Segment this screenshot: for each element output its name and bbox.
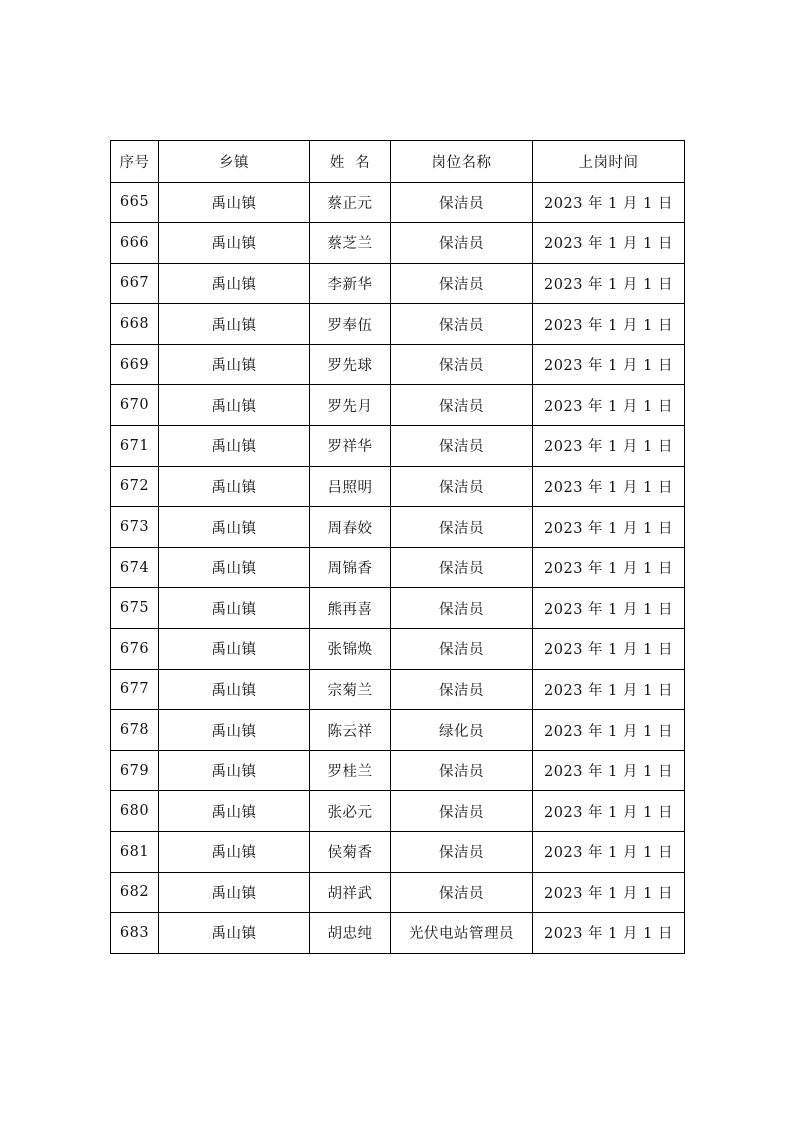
table-header bbox=[111, 141, 685, 183]
cell-position: 保洁员 bbox=[391, 263, 533, 304]
table-row bbox=[111, 913, 685, 954]
table-body bbox=[111, 182, 685, 953]
table-row bbox=[111, 710, 685, 751]
cell-town: 禹山镇 bbox=[159, 669, 310, 710]
table-row bbox=[111, 426, 685, 467]
cell-town: 禹山镇 bbox=[159, 304, 310, 345]
cell-town: 禹山镇 bbox=[159, 507, 310, 548]
cell-start-date: 2023 年 1 月 1 日 bbox=[533, 507, 685, 548]
cell-name: 周锦香 bbox=[310, 547, 391, 588]
cell-start-date: 2023 年 1 月 1 日 bbox=[533, 791, 685, 832]
cell-town: 禹山镇 bbox=[159, 223, 310, 264]
cell-name: 罗祥华 bbox=[310, 426, 391, 467]
cell-start-date: 2023 年 1 月 1 日 bbox=[533, 872, 685, 913]
cell-start-date: 2023 年 1 月 1 日 bbox=[533, 913, 685, 954]
cell-start-date: 2023 年 1 月 1 日 bbox=[533, 466, 685, 507]
cell-position: 保洁员 bbox=[391, 872, 533, 913]
table-row bbox=[111, 385, 685, 426]
cell-town: 禹山镇 bbox=[159, 629, 310, 670]
table-row bbox=[111, 791, 685, 832]
cell-index: 674 bbox=[111, 547, 159, 588]
cell-index: 675 bbox=[111, 588, 159, 629]
cell-start-date: 2023 年 1 月 1 日 bbox=[533, 344, 685, 385]
cell-town: 禹山镇 bbox=[159, 913, 310, 954]
cell-town: 禹山镇 bbox=[159, 466, 310, 507]
cell-town: 禹山镇 bbox=[159, 385, 310, 426]
cell-start-date: 2023 年 1 月 1 日 bbox=[533, 710, 685, 751]
personnel-table bbox=[110, 140, 685, 954]
table-row bbox=[111, 466, 685, 507]
cell-start-date: 2023 年 1 月 1 日 bbox=[533, 223, 685, 264]
cell-index: 670 bbox=[111, 385, 159, 426]
table-row bbox=[111, 507, 685, 548]
cell-start-date: 2023 年 1 月 1 日 bbox=[533, 832, 685, 873]
cell-start-date: 2023 年 1 月 1 日 bbox=[533, 304, 685, 345]
cell-position: 光伏电站管理员 bbox=[391, 913, 533, 954]
cell-index: 679 bbox=[111, 750, 159, 791]
cell-position: 保洁员 bbox=[391, 223, 533, 264]
cell-start-date: 2023 年 1 月 1 日 bbox=[533, 263, 685, 304]
cell-town: 禹山镇 bbox=[159, 710, 310, 751]
cell-start-date: 2023 年 1 月 1 日 bbox=[533, 385, 685, 426]
cell-position: 绿化员 bbox=[391, 710, 533, 751]
cell-position: 保洁员 bbox=[391, 385, 533, 426]
cell-start-date: 2023 年 1 月 1 日 bbox=[533, 182, 685, 223]
cell-town: 禹山镇 bbox=[159, 832, 310, 873]
cell-start-date: 2023 年 1 月 1 日 bbox=[533, 629, 685, 670]
table-row bbox=[111, 629, 685, 670]
cell-name: 蔡芝兰 bbox=[310, 223, 391, 264]
header-index: 序号 bbox=[111, 141, 159, 183]
table-row bbox=[111, 182, 685, 223]
cell-index: 678 bbox=[111, 710, 159, 751]
cell-name: 胡祥武 bbox=[310, 872, 391, 913]
table-row bbox=[111, 263, 685, 304]
cell-name: 张必元 bbox=[310, 791, 391, 832]
cell-position: 保洁员 bbox=[391, 750, 533, 791]
table-row bbox=[111, 223, 685, 264]
cell-town: 禹山镇 bbox=[159, 547, 310, 588]
cell-name: 周春姣 bbox=[310, 507, 391, 548]
cell-town: 禹山镇 bbox=[159, 263, 310, 304]
cell-index: 672 bbox=[111, 466, 159, 507]
cell-name: 李新华 bbox=[310, 263, 391, 304]
cell-index: 680 bbox=[111, 791, 159, 832]
cell-name: 宗菊兰 bbox=[310, 669, 391, 710]
cell-index: 671 bbox=[111, 426, 159, 467]
cell-index: 668 bbox=[111, 304, 159, 345]
cell-name: 罗先月 bbox=[310, 385, 391, 426]
cell-index: 677 bbox=[111, 669, 159, 710]
cell-index: 667 bbox=[111, 263, 159, 304]
cell-start-date: 2023 年 1 月 1 日 bbox=[533, 750, 685, 791]
cell-index: 676 bbox=[111, 629, 159, 670]
header-position: 岗位名称 bbox=[391, 141, 533, 183]
cell-position: 保洁员 bbox=[391, 588, 533, 629]
cell-start-date: 2023 年 1 月 1 日 bbox=[533, 547, 685, 588]
cell-name: 罗桂兰 bbox=[310, 750, 391, 791]
cell-town: 禹山镇 bbox=[159, 344, 310, 385]
cell-position: 保洁员 bbox=[391, 304, 533, 345]
cell-index: 669 bbox=[111, 344, 159, 385]
table-row bbox=[111, 750, 685, 791]
cell-town: 禹山镇 bbox=[159, 791, 310, 832]
cell-town: 禹山镇 bbox=[159, 750, 310, 791]
table-row bbox=[111, 669, 685, 710]
cell-index: 673 bbox=[111, 507, 159, 548]
cell-town: 禹山镇 bbox=[159, 182, 310, 223]
header-town: 乡镇 bbox=[159, 141, 310, 183]
cell-start-date: 2023 年 1 月 1 日 bbox=[533, 669, 685, 710]
table-row bbox=[111, 832, 685, 873]
cell-name: 胡忠纯 bbox=[310, 913, 391, 954]
cell-position: 保洁员 bbox=[391, 426, 533, 467]
cell-start-date: 2023 年 1 月 1 日 bbox=[533, 426, 685, 467]
table-row bbox=[111, 304, 685, 345]
cell-name: 张锦焕 bbox=[310, 629, 391, 670]
header-row bbox=[111, 141, 685, 183]
table-row bbox=[111, 872, 685, 913]
cell-position: 保洁员 bbox=[391, 344, 533, 385]
cell-index: 665 bbox=[111, 182, 159, 223]
cell-town: 禹山镇 bbox=[159, 426, 310, 467]
cell-position: 保洁员 bbox=[391, 182, 533, 223]
table-row bbox=[111, 588, 685, 629]
cell-index: 681 bbox=[111, 832, 159, 873]
cell-position: 保洁员 bbox=[391, 629, 533, 670]
cell-name: 熊再喜 bbox=[310, 588, 391, 629]
cell-name: 罗奉伍 bbox=[310, 304, 391, 345]
cell-index: 682 bbox=[111, 872, 159, 913]
cell-name: 侯菊香 bbox=[310, 832, 391, 873]
cell-name: 陈云祥 bbox=[310, 710, 391, 751]
header-name: 姓 名 bbox=[310, 141, 391, 183]
cell-town: 禹山镇 bbox=[159, 588, 310, 629]
cell-position: 保洁员 bbox=[391, 466, 533, 507]
cell-position: 保洁员 bbox=[391, 791, 533, 832]
table-row bbox=[111, 547, 685, 588]
cell-position: 保洁员 bbox=[391, 507, 533, 548]
cell-position: 保洁员 bbox=[391, 547, 533, 588]
cell-position: 保洁员 bbox=[391, 669, 533, 710]
cell-town: 禹山镇 bbox=[159, 872, 310, 913]
header-start-date: 上岗时间 bbox=[533, 141, 685, 183]
cell-name: 吕照明 bbox=[310, 466, 391, 507]
cell-index: 666 bbox=[111, 223, 159, 264]
cell-name: 罗先球 bbox=[310, 344, 391, 385]
cell-position: 保洁员 bbox=[391, 832, 533, 873]
cell-name: 蔡正元 bbox=[310, 182, 391, 223]
cell-start-date: 2023 年 1 月 1 日 bbox=[533, 588, 685, 629]
table-row bbox=[111, 344, 685, 385]
cell-index: 683 bbox=[111, 913, 159, 954]
